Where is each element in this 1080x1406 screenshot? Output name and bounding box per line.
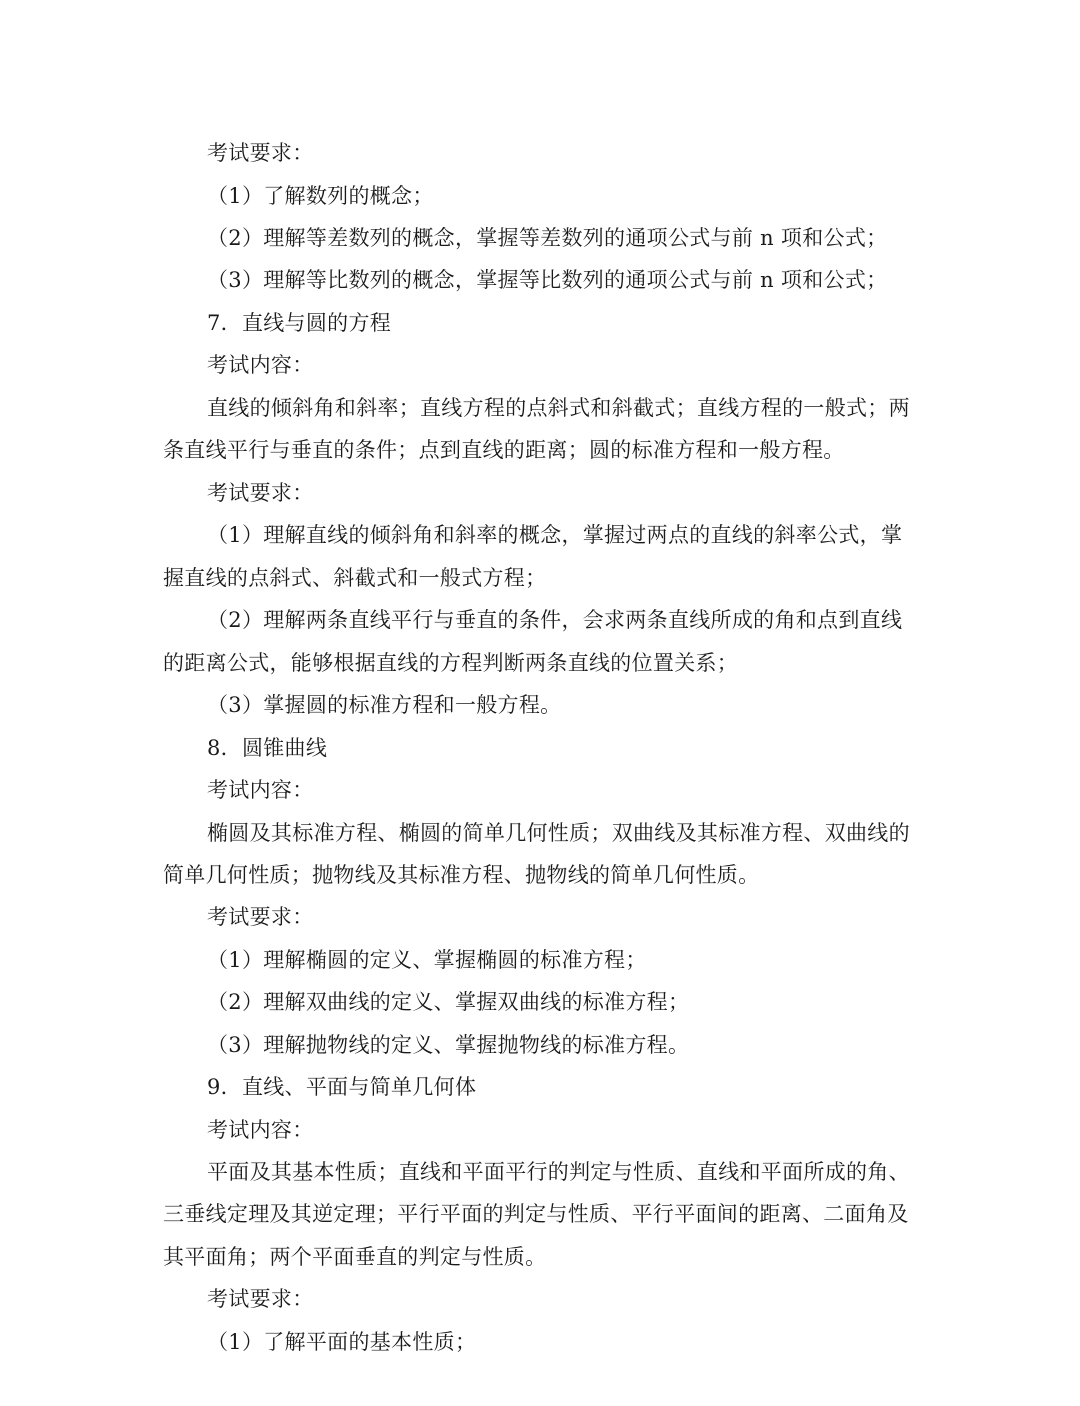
list-item: （1）理解椭圆的定义、掌握椭圆的标准方程； <box>207 948 647 972</box>
heading-exam-content: 考试内容： <box>207 778 314 802</box>
paragraph-line: 椭圆及其标准方程、椭圆的简单几何性质；双曲线及其标准方程、双曲线的 <box>207 821 910 845</box>
list-item: （2）理解两条直线平行与垂直的条件，会求两条直线所成的角和点到直线 <box>207 608 903 632</box>
list-item: （1）了解数列的概念； <box>207 184 434 208</box>
heading-exam-requirements: 考试要求： <box>207 1287 314 1311</box>
paragraph-line: 平面及其基本性质；直线和平面平行的判定与性质、直线和平面所成的角、 <box>207 1160 910 1184</box>
section-heading-9: 9．直线、平面与简单几何体 <box>207 1075 477 1099</box>
heading-exam-content: 考试内容： <box>207 353 314 377</box>
list-item: （3）掌握圆的标准方程和一般方程。 <box>207 693 562 717</box>
list-item: （3）理解抛物线的定义、掌握抛物线的标准方程。 <box>207 1033 690 1057</box>
heading-exam-requirements: 考试要求： <box>207 141 314 165</box>
list-item: （1）了解平面的基本性质； <box>207 1330 477 1354</box>
paragraph-line: 其平面角；两个平面垂直的判定与性质。 <box>163 1245 547 1269</box>
heading-exam-content: 考试内容： <box>207 1118 314 1142</box>
list-item-continuation: 握直线的点斜式、斜截式和一般式方程； <box>163 566 547 590</box>
section-heading-7: 7．直线与圆的方程 <box>207 311 392 335</box>
heading-exam-requirements: 考试要求： <box>207 905 314 929</box>
paragraph-line: 简单几何性质；抛物线及其标准方程、抛物线的简单几何性质。 <box>163 863 760 887</box>
section-heading-8: 8．圆锥曲线 <box>207 736 328 760</box>
list-item: （2）理解双曲线的定义、掌握双曲线的标准方程； <box>207 990 690 1014</box>
list-item: （1）理解直线的倾斜角和斜率的概念，掌握过两点的直线的斜率公式，掌 <box>207 523 903 547</box>
paragraph-line: 三垂线定理及其逆定理；平行平面的判定与性质、平行平面间的距离、二面角及 <box>163 1202 909 1226</box>
paragraph-line: 条直线平行与垂直的条件；点到直线的距离；圆的标准方程和一般方程。 <box>163 438 845 462</box>
heading-exam-requirements: 考试要求： <box>207 481 314 505</box>
paragraph-line: 直线的倾斜角和斜率；直线方程的点斜式和斜截式；直线方程的一般式；两 <box>207 396 910 420</box>
list-item: （2）理解等差数列的概念，掌握等差数列的通项公式与前 n 项和公式； <box>207 226 888 250</box>
list-item: （3）理解等比数列的概念，掌握等比数列的通项公式与前 n 项和公式； <box>207 268 888 292</box>
list-item-continuation: 的距离公式，能够根据直线的方程判断两条直线的位置关系； <box>163 651 739 675</box>
